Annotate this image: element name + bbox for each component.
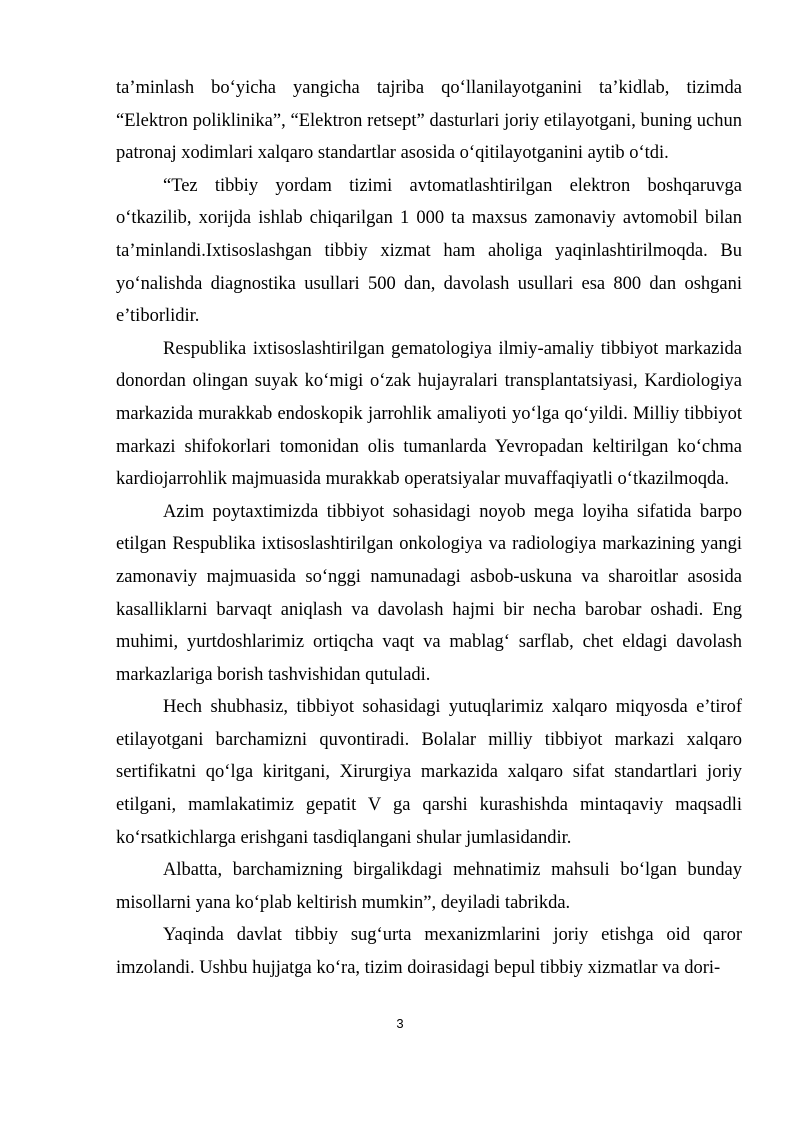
- paragraph-specialized-centers: Respublika ixtisoslashtirilgan gematologiya ilmiy-amaliy tibbiyot markazida donordan olingan suyak ko‘migi o‘zak hujayralari transplantatsiyasi, Kardiologiya markazida murakkab endoskopik jarrohlik amaliyoti yo‘lga qo‘yildi. Milliy tibbiyot markazi shifokorlari tomonidan olis tumanlarda Yevropadan keltirilgan ko‘chma kardiojarrohlik majmuasida murakkab operatsiyalar muvaffaqiyatli o‘tkazilmoqda.: [116, 338, 742, 490]
- document-page: [116, 72, 742, 985]
- paragraph-oncology-center: Azim poytaxtimizda tibbiyot sohasidagi noyob mega loyiha sifatida barpo etilgan Respublika ixtisoslashtirilgan onkologiya va radiologiya markazining yangi zamonaviy majmuasida so‘nggi namunadagi asbob-uskuna va sharoitlar asosida kasalliklarni barvaqt aniqlash va davolash hajmi bir necha barobar oshadi. Eng muhimi, yurtdoshlarimiz ortiqcha vaqt va mablag‘ sarflab, chet eldagi davolash markazlariga borish tashvishidan qutuladi.: [116, 501, 742, 685]
- paragraph-ambulance-system: “Tez tibbiy yordam tizimi avtomatlashtirilgan elektron boshqaruvga o‘tkazilib, xorijda ishlab chiqarilgan 1 000 ta maxsus zamonaviy avtomobil bilan ta’minlandi.Ixtisoslashgan tibbiy xizmat ham aholiga yaqinlashtirilmoqda. Bu yo‘nalishda diagnostika usullari 500 dan, davolash usullari esa 800 dan oshgani e’tiborlidir.: [116, 175, 742, 327]
- paragraph-continuation: ta’minlash bo‘yicha yangicha tajriba qo‘llanilayotganini ta’kidlab, tizimda “Elektron poliklinika”, “Elektron retsept” dasturlari joriy etilayotgani, buning uchun patronaj xodimlari xalqaro standartlar asosida o‘qitilayotganini aytib o‘tdi.: [116, 78, 742, 164]
- page-number: 3: [396, 1016, 404, 1031]
- paragraph-health-insurance: Yaqinda davlat tibbiy sug‘urta mexanizmlarini joriy etishga oid qaror imzolandi. Ushbu hujjatga ko‘ra, tizim doirasidagi bepul tibbiy xizmatlar va dori-: [116, 925, 742, 979]
- paragraph-international-recognition: Hech shubhasiz, tibbiyot sohasidagi yutuqlarimiz xalqaro miqyosda e’tirof etilayotgani barchamizni quvontiradi. Bolalar milliy tibbiyot markazi xalqaro sertifikatni qo‘lga kiritgani, Xirurgiya markazida xalqaro sifat standartlari joriy etilgani, mamlakatimiz gepatit V ga qarshi kurashishda mintaqaviy maqsadli ko‘rsatkichlarga erishgani tasdiqlangani shular jumlasidandir.: [116, 697, 742, 848]
- paragraph-congratulation-end: Albatta, barchamizning birgalikdagi mehnatimiz mahsuli bo‘lgan bunday misollarni yana ko‘plab keltirish mumkin”, deyiladi tabrikda.: [116, 860, 742, 913]
